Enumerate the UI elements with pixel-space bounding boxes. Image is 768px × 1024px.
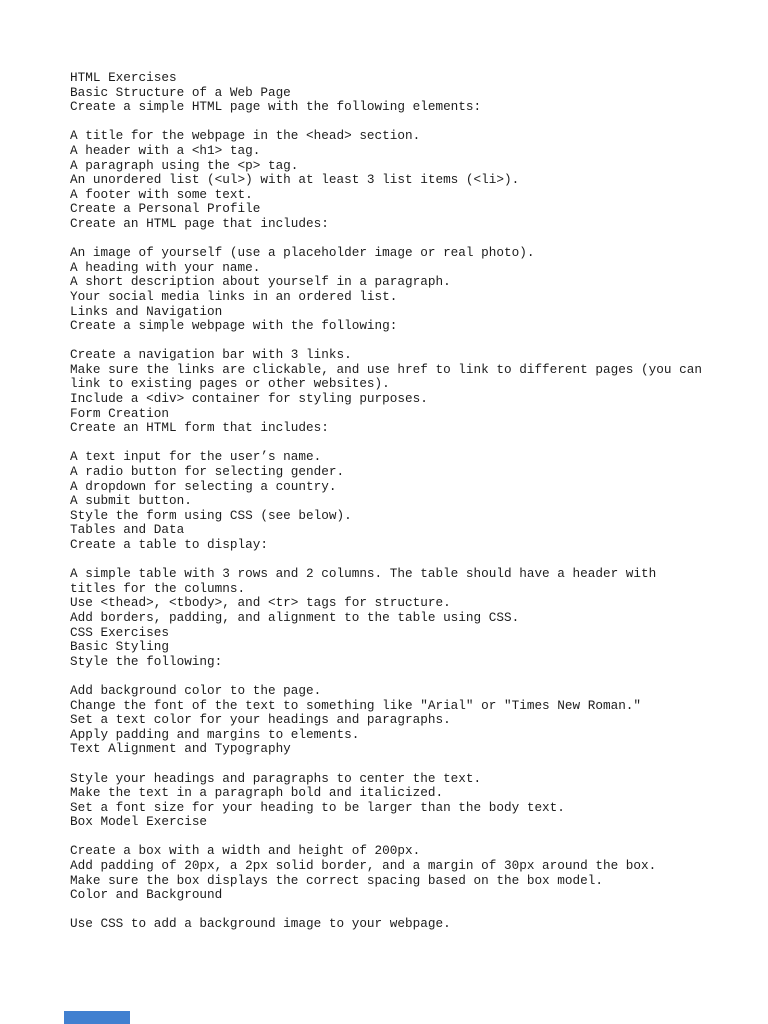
text-line: HTML Exercises — [70, 70, 177, 85]
text-line: A short description about yourself in a paragraph. — [70, 274, 451, 290]
text-line: Box Model Exercise — [70, 814, 208, 830]
text-line — [70, 553, 702, 568]
text-line: A title for the webpage in the <head> section. — [70, 128, 421, 144]
text-line: Use CSS to add a background image to your webpage. — [70, 916, 451, 932]
text-line: Color and Background — [70, 887, 223, 903]
text-line: A radio button for selecting gender. — [70, 464, 345, 480]
text-line: A submit button. — [70, 493, 192, 509]
text-line: A dropdown for selecting a country. — [70, 478, 337, 494]
text-line: An unordered list (<ul>) with at least 3 list items (<li>). — [70, 172, 520, 188]
text-line: Basic Structure of a Web Page — [70, 84, 291, 100]
text-line: Set a text color for your headings and paragraphs. — [70, 712, 451, 728]
text-line — [70, 115, 702, 130]
text-line: A header with a <h1> tag. — [70, 142, 261, 158]
text-line: Create a navigation bar with 3 links. — [70, 347, 352, 363]
text-line: Make sure the links are clickable, and use href to link to different pages (you can — [70, 361, 702, 377]
text-line: CSS Exercises — [70, 624, 169, 640]
text-line: Apply padding and margins to elements. — [70, 726, 360, 742]
text-line — [70, 830, 702, 845]
text-line: Style your headings and paragraphs to center the text. — [70, 770, 482, 786]
text-line — [70, 334, 702, 349]
text-line: Change the font of the text to something like "Arial" or "Times New Roman." — [70, 697, 642, 713]
text-line: titles for the columns. — [70, 580, 246, 596]
text-line: Links and Navigation — [70, 303, 223, 319]
text-line — [70, 669, 702, 684]
text-line: Form Creation — [70, 405, 169, 421]
text-line: link to existing pages or other websites). — [70, 376, 390, 392]
text-line: Tables and Data — [70, 522, 185, 538]
text-line: Create a simple HTML page with the following elements: — [70, 99, 482, 115]
text-line: Make the text in a paragraph bold and italicized. — [70, 785, 444, 801]
text-line: Create a simple webpage with the following: — [70, 318, 398, 334]
text-line: A text input for the user’s name. — [70, 449, 322, 465]
text-line: Basic Styling — [70, 639, 169, 655]
text-line: Text Alignment and Typography — [70, 741, 291, 757]
text-line: Create a table to display: — [70, 537, 268, 552]
text-line: Create an HTML page that includes: — [70, 215, 329, 231]
text-line: Your social media links in an ordered list. — [70, 288, 398, 304]
text-line: A footer with some text. — [70, 186, 253, 202]
text-line: A simple table with 3 rows and 2 columns. The table should have a header with — [70, 566, 657, 582]
text-line: Style the following: — [70, 653, 223, 669]
text-line: Include a <div> container for styling purposes. — [70, 391, 428, 407]
blue-partial-element[interactable] — [64, 1011, 130, 1024]
text-line: Add background color to the page. — [70, 682, 322, 698]
text-line: Create an HTML form that includes: — [70, 420, 329, 436]
text-line — [70, 436, 702, 451]
text-line: Make sure the box displays the correct spacing based on the box model. — [70, 872, 603, 888]
document-text — [70, 71, 702, 932]
text-line: A paragraph using the <p> tag. — [70, 157, 299, 173]
text-line: Add borders, padding, and alignment to the table using CSS. — [70, 609, 520, 625]
text-line — [70, 232, 702, 247]
text-line: Add padding of 20px, a 2px solid border, and a margin of 30px around the box. — [70, 858, 657, 874]
text-line — [70, 903, 702, 918]
text-line: A heading with your name. — [70, 259, 261, 275]
text-line — [70, 757, 702, 772]
text-line: Style the form using CSS (see below). — [70, 507, 352, 523]
text-line: Create a Personal Profile — [70, 201, 261, 217]
text-line: Set a font size for your heading to be larger than the body text. — [70, 799, 565, 815]
text-line: Use <thead>, <tbody>, and <tr> tags for structure. — [70, 595, 451, 611]
text-line: An image of yourself (use a placeholder image or real photo). — [70, 245, 535, 261]
text-line: Create a box with a width and height of 200px. — [70, 843, 421, 859]
